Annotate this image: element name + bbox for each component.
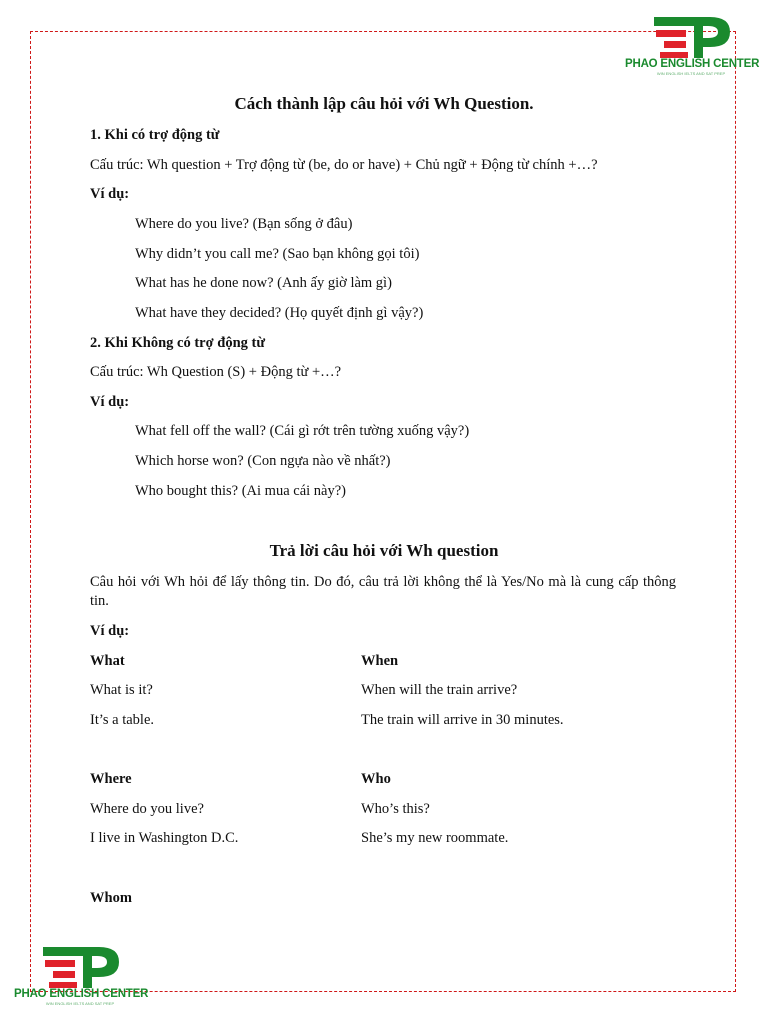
where-heading: Where (90, 771, 132, 787)
section1-title: Cách thành lập câu hỏi với Wh Question. (234, 94, 534, 113)
example-item: Why didn’t you call me? (Sao bạn không gọi tôi) (135, 246, 420, 262)
brand-name: PHAO ENGLISH CENTER (14, 988, 149, 1000)
page-border (30, 31, 736, 992)
ep-logo-icon (39, 944, 121, 988)
example-item: Who bought this? (Ai mua cái này?) (135, 483, 346, 499)
sub1-heading: 1. Khi có trợ động từ (90, 127, 220, 143)
sub1-structure: Cấu trúc: Wh question + Trợ động từ (be, do or have) + Chủ ngữ + Động từ chính +…? (90, 157, 598, 173)
brand-tagline: WIN ENGLISH IELTS AND SAT PREP (45, 1001, 115, 1006)
example-item: What has he done now? (Anh ấy giờ làm gì) (135, 275, 392, 291)
sub2-heading: 2. Khi Không có trợ động từ (90, 335, 266, 351)
ep-logo-icon (650, 14, 732, 58)
what-question: What is it? (90, 682, 153, 698)
whom-heading: Whom (90, 890, 132, 906)
brand-tagline: WIN ENGLISH IELTS AND SAT PREP (656, 71, 726, 76)
who-heading: Who (361, 771, 391, 787)
what-answer: It’s a table. (90, 712, 155, 728)
example-item: Which horse won? (Con ngựa nào về nhất?) (135, 453, 391, 469)
example-item: What have they decided? (Họ quyết định gì vậy?) (135, 305, 424, 321)
logo-top (625, 14, 760, 76)
who-question: Who’s this? (361, 801, 430, 817)
brand-name: PHAO ENGLISH CENTER (625, 58, 760, 70)
sub2-example-label: Ví dụ: (90, 394, 130, 410)
when-question: When will the train arrive? (361, 682, 518, 698)
example-item: Where do you live? (Bạn sống ở đâu) (135, 216, 353, 232)
example-item: What fell off the wall? (Cái gì rớt trên tường xuống vậy?) (135, 423, 470, 439)
who-answer: She’s my new roommate. (361, 830, 509, 846)
where-question: Where do you live? (90, 801, 204, 817)
section2-example-label: Ví dụ: (90, 623, 130, 639)
section2-title: Trả lời câu hỏi với Wh question (269, 541, 499, 560)
sub1-example-label: Ví dụ: (90, 186, 130, 202)
what-heading: What (90, 653, 125, 669)
where-answer: I live in Washington D.C. (90, 830, 239, 846)
section2-intro: Câu hỏi với Wh hỏi để lấy thông tin. Do đó, câu trả lời không thể là Yes/No mà là cung cấp thông tin. (90, 574, 676, 609)
logo-bottom (14, 944, 149, 1006)
sub2-structure: Cấu trúc: Wh Question (S) + Động từ +…? (90, 364, 342, 380)
when-answer: The train will arrive in 30 minutes. (361, 712, 564, 728)
when-heading: When (361, 653, 399, 669)
